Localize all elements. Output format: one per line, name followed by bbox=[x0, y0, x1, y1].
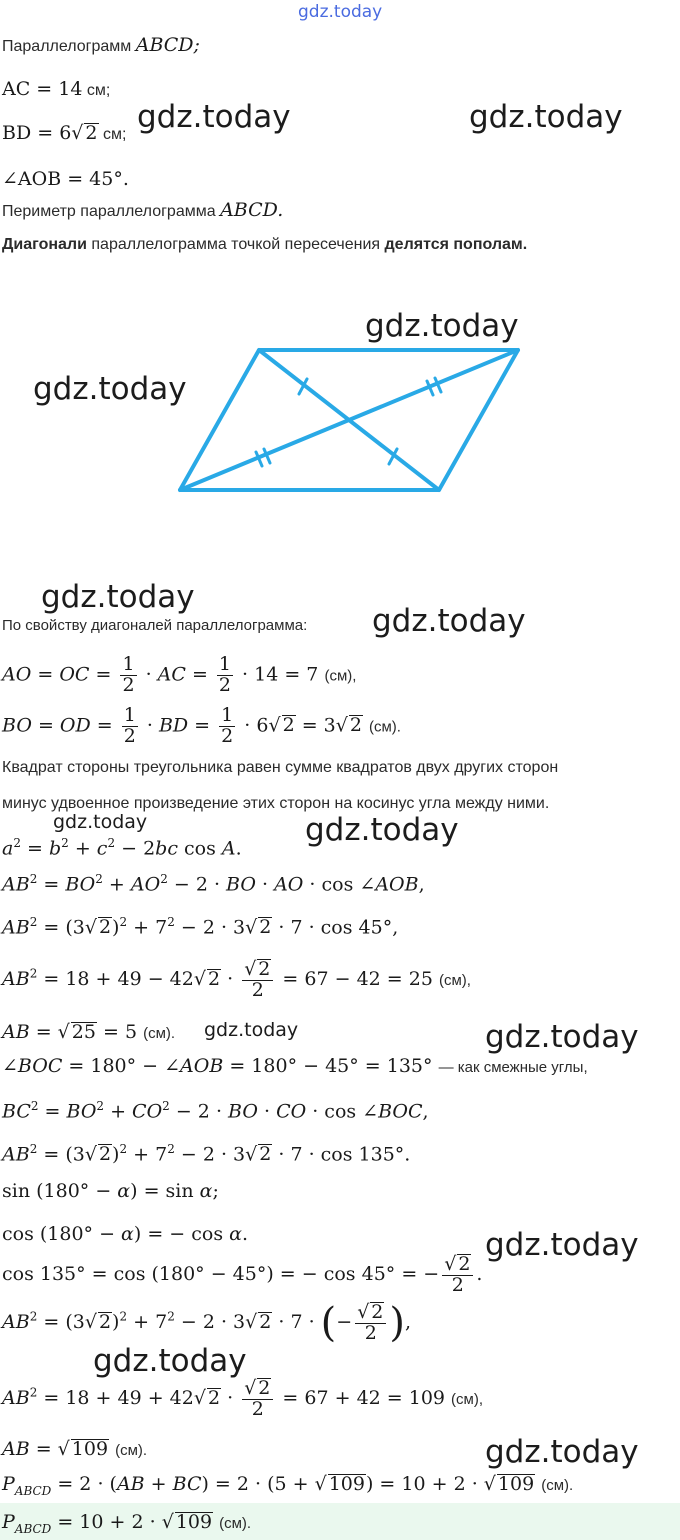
find-math: ABCD. bbox=[220, 199, 284, 221]
unit-cm: (см). bbox=[115, 1442, 148, 1459]
watermark: gdz.today bbox=[372, 603, 526, 639]
property-bold-1: Диагонали bbox=[2, 236, 87, 253]
watermark: gdz.today bbox=[41, 579, 195, 615]
watermark: gdz.today bbox=[93, 1343, 247, 1379]
given-ac-math: AC = 14 bbox=[2, 78, 83, 100]
eq-ab2-subst: $AB^2 = (3√$ $2)^2 + 7^2 - 2 \cdot 3√$ 2 · 7 · cos 45°, bbox=[2, 915, 399, 939]
watermark: gdz.today bbox=[365, 308, 519, 344]
eq-sin-identity: sin (180° − α) = sin α; bbox=[2, 1180, 219, 1202]
frac-half: $\frac{1}{2}$ bbox=[218, 653, 232, 696]
eq-ab2-calc: $AB^2 = 18 + 49 - 42√$ 2 · $\frac{√ 2}{2}$ = 67 − 42 = 25 (см), bbox=[2, 958, 471, 1001]
eq-bo-od: BO = OD = $\frac{1}{2}$ · BD = $\frac{1}{2}$ · 6√ 2 = 3√ 2 (см). bbox=[2, 704, 401, 747]
eq-ab2-109: $AB^2 = 18 + 49 + 42√$ 2 · $\frac{√ 2}{2}$ = 67 + 42 = 109 (см), bbox=[2, 1377, 484, 1420]
given-title-math: ABCD; bbox=[135, 34, 200, 56]
unit-cm: (см). bbox=[369, 718, 401, 736]
frac-half: $\frac{1}{2}$ bbox=[123, 704, 136, 747]
eq-cos135: cos 135° = cos (180° − 45°) = − cos 45° = − $\frac{√ 2}{2}$ . bbox=[2, 1253, 483, 1296]
eq-answer: $P_{ABCD} = 10 + 2$ · √ 109 (см). bbox=[2, 1511, 252, 1536]
frac-sqrt2-2: $\frac{√ 2}{2}$ bbox=[355, 1302, 386, 1344]
cos-rule-2 bbox=[2, 796, 549, 812]
unit-cm: (см), bbox=[324, 667, 357, 685]
unit-cm: (см), bbox=[438, 971, 471, 989]
unit-cm: (см), bbox=[451, 1390, 484, 1408]
eq-ab2-general: $AB^2 = BO^2 + AO^2 - 2$ · BO · AO · cos ∠AOB, bbox=[2, 872, 425, 896]
find-text: Периметр параллелограмма bbox=[2, 203, 216, 220]
eq-ao-oc: AO = OC = $\frac{1}{2}$ · AC = $\frac{1}{2}$ · 14 = 7 (см), bbox=[2, 653, 357, 696]
unit-cm: (см). bbox=[219, 1515, 252, 1532]
unit-cm: (см). bbox=[143, 1025, 176, 1042]
bd-radicand: 2 bbox=[85, 122, 98, 144]
frac-sqrt2-2: $\frac{√ 2}{2}$ bbox=[242, 959, 273, 1001]
frac-half: $\frac{1}{2}$ bbox=[122, 653, 135, 696]
given-title-text: Параллелограмм bbox=[2, 38, 132, 55]
property-bold-2: делятся пополам. bbox=[384, 236, 528, 253]
bd-left: BD = 6 bbox=[2, 122, 72, 144]
eq-perimeter: $P_{ABCD} = 2 \cdot (AB + BC) = 2 \cdot (5$ + √ 109) = 10 + 2 · √ 109 (см). bbox=[2, 1473, 574, 1498]
eq-cos-law: $a^2 = b^2 + c^2 - 2bc$ cos A. bbox=[2, 836, 242, 860]
frac-half: $\frac{1}{2}$ bbox=[221, 704, 234, 747]
eq-bc2-general: $BC^2 = BO^2 + CO^2 - 2$ · BO · CO · cos ∠BOC, bbox=[2, 1099, 429, 1123]
unit-cm: (см). bbox=[541, 1477, 574, 1494]
diag-intro bbox=[2, 618, 307, 634]
eq-ab-root109: AB = √ 109 (см). bbox=[2, 1438, 148, 1460]
eq-boc: ∠BOC = 180° − ∠AOB = 180° − 45° = 135° — как смежные углы, bbox=[2, 1055, 588, 1077]
frac-sqrt2-2: $\frac{√ 2}{2}$ bbox=[242, 1378, 273, 1420]
eq-cos-identity: cos (180° − α) = − cos α. bbox=[2, 1223, 249, 1245]
property-mid: параллелограмма точкой пересечения bbox=[91, 236, 381, 253]
given-bd-math: BD = 6√ 2 bbox=[2, 122, 98, 144]
watermark: gdz.today bbox=[33, 371, 187, 407]
parallelogram-diagram bbox=[0, 0, 680, 560]
watermark: gdz.today bbox=[485, 1019, 639, 1055]
watermark-top: gdz.today bbox=[298, 2, 383, 22]
eq-ab2-neg: $AB^2 = (3√$ $2)^2 + 7^2 - 2 \cdot 3√$ 2 · 7 · (− $\frac{√ 2}{2}$ ), bbox=[2, 1299, 412, 1346]
watermark: gdz.today bbox=[485, 1434, 639, 1470]
watermark-small: gdz.today bbox=[53, 811, 148, 833]
given-bd-unit: см; bbox=[102, 126, 127, 143]
watermark: gdz.today bbox=[137, 99, 291, 135]
cos-rule-text-1: Квадрат стороны треугольника равен сумме квадратов двух других сторон bbox=[2, 759, 559, 776]
eq-ab: AB = √ 25 = 5 (см). bbox=[2, 1021, 176, 1043]
cos-rule-text-2: минус удвоенное произведение этих сторон на косинус угла между ними. bbox=[2, 795, 550, 812]
diagonal-bd bbox=[259, 350, 439, 490]
diag-intro-text: По свойству диагоналей параллелограмма: bbox=[2, 617, 308, 634]
eq-ab2-135: $AB^2 = (3√$ $2)^2 + 7^2 - 2 \cdot 3√$ 2 · 7 · cos 135°. bbox=[2, 1142, 411, 1166]
watermark: gdz.today bbox=[485, 1227, 639, 1263]
watermark: gdz.today bbox=[469, 99, 623, 135]
watermark: gdz.today bbox=[305, 812, 459, 848]
frac-sqrt2-2: $\frac{√ 2}{2}$ bbox=[442, 1254, 473, 1296]
given-angle-math: ∠AOB = 45°. bbox=[2, 168, 129, 190]
adjacent-note: — как смежные углы, bbox=[438, 1059, 588, 1076]
given-ac-unit: см; bbox=[86, 82, 111, 99]
cos-rule-1 bbox=[2, 760, 558, 776]
watermark-small: gdz.today bbox=[204, 1019, 299, 1041]
